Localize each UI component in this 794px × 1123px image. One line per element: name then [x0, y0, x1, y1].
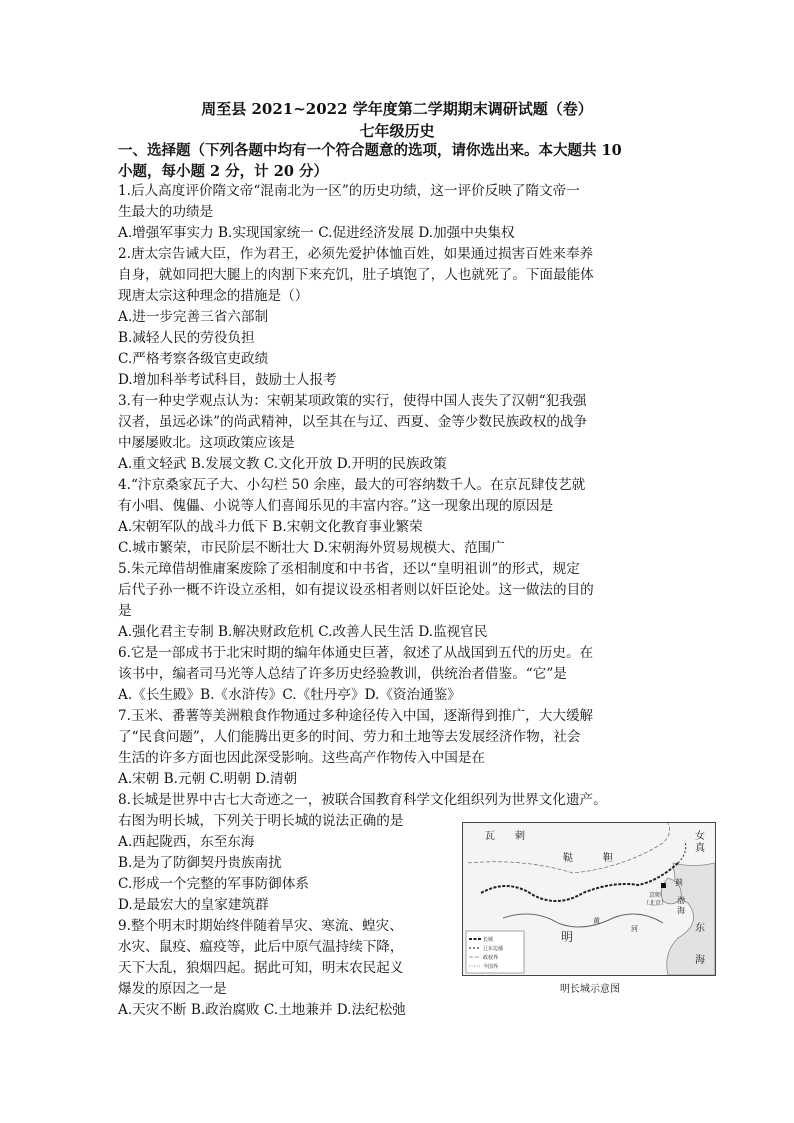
answer-options: C.城市繁荣，市民阶层不断壮大 D.宋朝海外贸易规模大、范围广 — [118, 540, 505, 556]
capital-marker — [661, 883, 666, 888]
question-line: 5.朱元璋借胡惟庸案废除了丞相制度和中书省，还以“皇明祖训”的形式，规定 — [118, 561, 580, 577]
map-graphic — [463, 823, 715, 975]
question-line: 生最大的功绩是 — [118, 204, 214, 220]
question-line: 9.整个明末时期始终伴随着旱灾、寒流、蝗灾、 — [118, 918, 403, 934]
exam-title: 周至县 2021~2022 学年度第二学期期末调研试题（卷） — [201, 100, 593, 118]
answer-options: A.天灾不断 B.政治腐败 C.土地兼并 D.法纪松弛 — [118, 1002, 406, 1018]
legend-label: 辽东边墙 — [483, 946, 504, 952]
ming-great-wall-map — [462, 822, 716, 976]
question-line: 7.玉米、番薯等美洲粮食作物通过多种途径传入中国，逐渐得到推广，大大缓解 — [118, 708, 594, 724]
question-line: 右图为明长城，下列关于明长城的说法正确的是 — [118, 813, 404, 829]
question-line: 2.唐太宗告诫大臣，作为君王，必须先爱护体恤百姓，如果通过损害百姓来奉养 — [118, 246, 594, 262]
question-line: 4.“汴京桑家瓦子大、小勾栏 50 余座，最大的可容纳数千人。在京瓦肆伎艺就 — [118, 477, 586, 493]
map-label: 渤 — [677, 896, 685, 905]
question-line: 天下大乱，狼烟四起。据此可知，明末农民起义 — [118, 960, 404, 976]
question-line: 中屡屡败北。这项政策应该是 — [118, 435, 295, 451]
answer-option: C.形成一个完整的军事防御体系 — [118, 876, 309, 892]
question-line: 3.有一种史学观点认为：宋朝某项政策的实行，使得中国人丧失了汉朝“犯我强 — [118, 393, 587, 409]
question-line: 有小唱、傀儡、小说等人们喜闻乐见的丰富内容。”这一现象出现的原因是 — [118, 498, 554, 514]
map-label: （北京） — [643, 900, 668, 907]
answer-options: A.重文轻武 B.发展文教 C.文化开放 D.开明的民族政策 — [118, 456, 447, 472]
answer-option: D.是最宏大的皇家建筑群 — [118, 897, 269, 913]
section-heading-line-2: 小题，每小题 2 分，计 20 分） — [118, 163, 328, 180]
map-label: 靼 — [603, 853, 613, 864]
answer-option: C.严格考察各级官吏政绩 — [118, 351, 269, 367]
map-label: 海 — [677, 906, 685, 915]
question-line: 8.长城是世界中古七大奇迹之一，被联合国教育科学文化组织列为世界文化遗产。 — [118, 792, 607, 808]
answer-options: A.《长生殿》B.《水浒传》C.《牡丹亭》D.《资治通鉴》 — [118, 687, 461, 703]
answer-options: A.宋朝军队的战斗力低下 B.宋朝文化教育事业繁荣 — [118, 519, 423, 535]
question-line: 1.后人高度评价隋文帝“混南北为一区”的历史功绩，这一评价反映了隋文帝一 — [118, 183, 580, 199]
map-label: 东 — [695, 923, 705, 934]
question-line: 汉者，虽远必诛”的尚武精神，以至其在与辽、西夏、金等少数民族政权的战争 — [118, 414, 588, 430]
map-label: 河 — [631, 925, 638, 933]
answer-option: B.是为了防御契丹贵族南扰 — [118, 855, 282, 871]
legend-label: 今国界 — [483, 964, 499, 970]
map-caption: 明长城示意图 — [560, 984, 620, 995]
answer-options: A.强化君主专制 B.解决财政危机 C.改善人民生活 D.监视官民 — [118, 624, 488, 640]
exam-subtitle: 七年级历史 — [359, 122, 435, 140]
answer-options: A.宋朝 B.元朝 C.明朝 D.清朝 — [118, 771, 298, 787]
legend-label: 政权界 — [483, 955, 499, 961]
answer-option: B.减轻人民的劳役负担 — [118, 330, 255, 346]
answer-options: A.增强军事实力 B.实现国家统一 C.促进经济发展 D.加强中央集权 — [118, 225, 515, 241]
question-line: 水灾、鼠疫、瘟疫等，此后中原气温持续下降， — [118, 939, 404, 955]
section-heading-line-1: 一、选择题（下列各题中均有一个符合题意的选项，请你选出来。本大题共 10 — [118, 142, 622, 159]
map-label: 海 — [695, 955, 705, 966]
map-label: 真 — [695, 843, 705, 854]
answer-option: A.进一步完善三省六部制 — [118, 309, 269, 325]
question-line: 是 — [118, 603, 132, 619]
question-line: 6.它是一部成书于北宋时期的编年体通史巨著，叙述了从战国到五代的历史。在 — [118, 645, 594, 661]
map-label: 蓟 — [675, 878, 683, 887]
map-label: 鞑 — [563, 853, 573, 864]
question-line: 后代子孙一概不许设立丞相，如有提议设丞相者则以奸臣论处。这一做法的目的 — [118, 582, 594, 598]
answer-option: D.增加科举考试科目，鼓励士人报考 — [118, 372, 337, 388]
legend-label: 长城 — [483, 937, 494, 943]
map-label: 京师 — [649, 892, 662, 899]
answer-option: A.西起陇西，东至东海 — [118, 834, 255, 850]
question-line: 该书中，编者司马光等人总结了许多历史经验教训，供统治者借鉴。“它”是 — [118, 666, 567, 682]
question-line: 生活的许多方面也因此深受影响。这些高产作物传入中国是在 — [118, 750, 486, 766]
map-label: 女 — [695, 831, 705, 842]
question-line: 了“民食问题”，人们能腾出更多的时间、劳力和土地等去发展经济作物，社会 — [118, 729, 581, 745]
question-line: 自身，就如同把大腿上的肉割下来充饥，肚子填饱了，人也就死了。下面最能体 — [118, 267, 594, 283]
map-label: 瓦 — [485, 831, 495, 842]
map-label: 黄 — [593, 917, 600, 925]
map-label: 剌 — [515, 831, 525, 842]
question-line: 爆发的原因之一是 — [118, 981, 227, 997]
question-line: 现唐太宗这种理念的措施是（） — [118, 288, 309, 304]
map-label: 明 — [561, 930, 574, 944]
